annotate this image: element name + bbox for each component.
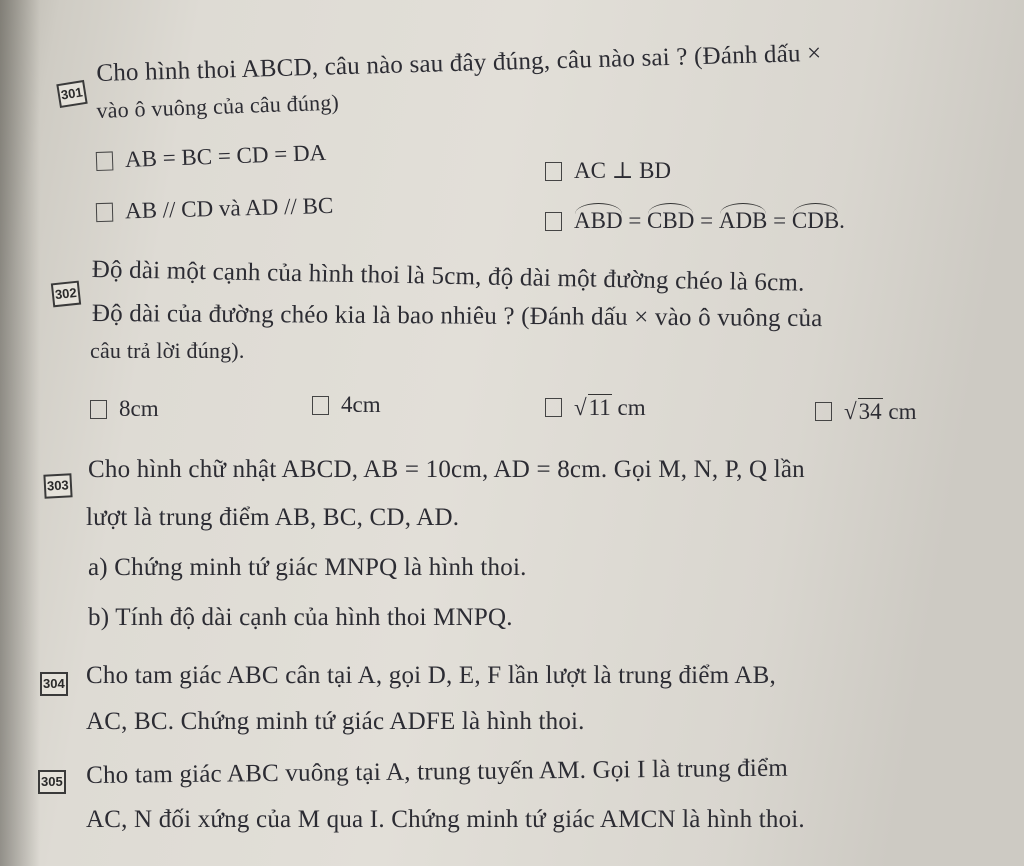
problem-301-option-4[interactable] bbox=[545, 208, 845, 234]
problem-302-option-3[interactable] bbox=[545, 394, 646, 421]
equals-sign: = bbox=[694, 208, 719, 233]
sqrt-sign: √ bbox=[574, 394, 587, 420]
problem-303-line-1: Cho hình chữ nhật ABCD, AB = 10cm, AD = 8cm. Gọi M, N, P, Q lần bbox=[88, 456, 805, 483]
option-text: 4cm bbox=[341, 392, 381, 417]
problem-number-302: 302 bbox=[51, 281, 81, 308]
problem-number-301: 301 bbox=[56, 80, 87, 108]
problem-303-part-a: a) Chứng minh tứ giác MNPQ là hình thoi. bbox=[88, 554, 527, 581]
angle-cbd: CBD bbox=[647, 208, 695, 233]
problem-301-line-2: vào ô vuông của câu đúng) bbox=[96, 89, 340, 123]
problem-302-line-1: Độ dài một cạnh của hình thoi là 5cm, độ dài một đường chéo là 6cm. bbox=[91, 256, 805, 297]
answer-checkbox[interactable] bbox=[96, 202, 113, 221]
problem-302-option-4[interactable] bbox=[815, 398, 916, 425]
option-text: 8cm bbox=[119, 396, 159, 421]
problem-303-part-b: b) Tính độ dài cạnh của hình thoi MNPQ. bbox=[88, 604, 513, 631]
problem-304-line-2: AC, BC. Chứng minh tứ giác ADFE là hình thoi. bbox=[86, 708, 585, 735]
equals-sign: = bbox=[767, 208, 792, 233]
answer-checkbox[interactable] bbox=[545, 162, 562, 181]
problem-301-option-2[interactable] bbox=[545, 158, 671, 184]
sqrt-radicand: 11 bbox=[588, 395, 611, 420]
option-text: AB // CD và AD // BC bbox=[124, 192, 334, 224]
answer-checkbox[interactable] bbox=[545, 398, 562, 417]
problem-301-option-3[interactable] bbox=[96, 193, 334, 225]
answer-checkbox[interactable] bbox=[96, 151, 114, 171]
problem-302-option-2[interactable] bbox=[312, 392, 381, 418]
problem-302-line-2: Độ dài của đường chéo kia là bao nhiêu ? (Đánh dấu × vào ô vuông của bbox=[91, 300, 823, 333]
problem-number-305: 305 bbox=[38, 770, 66, 794]
problem-301-line-1: Cho hình thoi ABCD, câu nào sau đây đúng, câu nào sai ? (Đánh dấu × bbox=[96, 39, 822, 87]
problem-number-303: 303 bbox=[43, 473, 72, 498]
option-text: AC ⊥ BD bbox=[574, 158, 672, 183]
problem-305-line-2: AC, N đối xứng của M qua I. Chứng minh tứ giác AMCN là hình thoi. bbox=[86, 806, 805, 833]
sqrt-sign: √ bbox=[844, 398, 857, 424]
period: . bbox=[839, 208, 845, 233]
page-edge-shadow bbox=[0, 0, 40, 866]
equals-sign: = bbox=[622, 208, 648, 233]
problem-number-304: 304 bbox=[40, 672, 68, 696]
answer-checkbox[interactable] bbox=[545, 212, 562, 231]
problem-301-option-1[interactable] bbox=[96, 140, 327, 174]
angle-cdb: CDB bbox=[791, 208, 840, 233]
answer-checkbox[interactable] bbox=[90, 400, 107, 419]
answer-checkbox[interactable] bbox=[312, 396, 329, 415]
angle-abd: ABD bbox=[574, 208, 623, 233]
option-unit: cm bbox=[611, 394, 646, 420]
angle-adb: ADB bbox=[718, 208, 768, 233]
problem-302-line-3: câu trả lời đúng). bbox=[90, 338, 245, 363]
problem-302-option-1[interactable] bbox=[90, 396, 159, 422]
option-text: AB = BC = CD = DA bbox=[124, 139, 327, 172]
option-unit: cm bbox=[882, 398, 917, 424]
problem-303-line-2: lượt là trung điểm AB, BC, CD, AD. bbox=[86, 504, 460, 531]
problem-304-line-1: Cho tam giác ABC cân tại A, gọi D, E, F lần lượt là trung điểm AB, bbox=[86, 662, 776, 689]
answer-checkbox[interactable] bbox=[815, 402, 832, 421]
sqrt-radicand: 34 bbox=[858, 399, 882, 424]
problem-305-line-1: Cho tam giác ABC vuông tại A, trung tuyến AM. Gọi I là trung điểm bbox=[86, 754, 789, 789]
